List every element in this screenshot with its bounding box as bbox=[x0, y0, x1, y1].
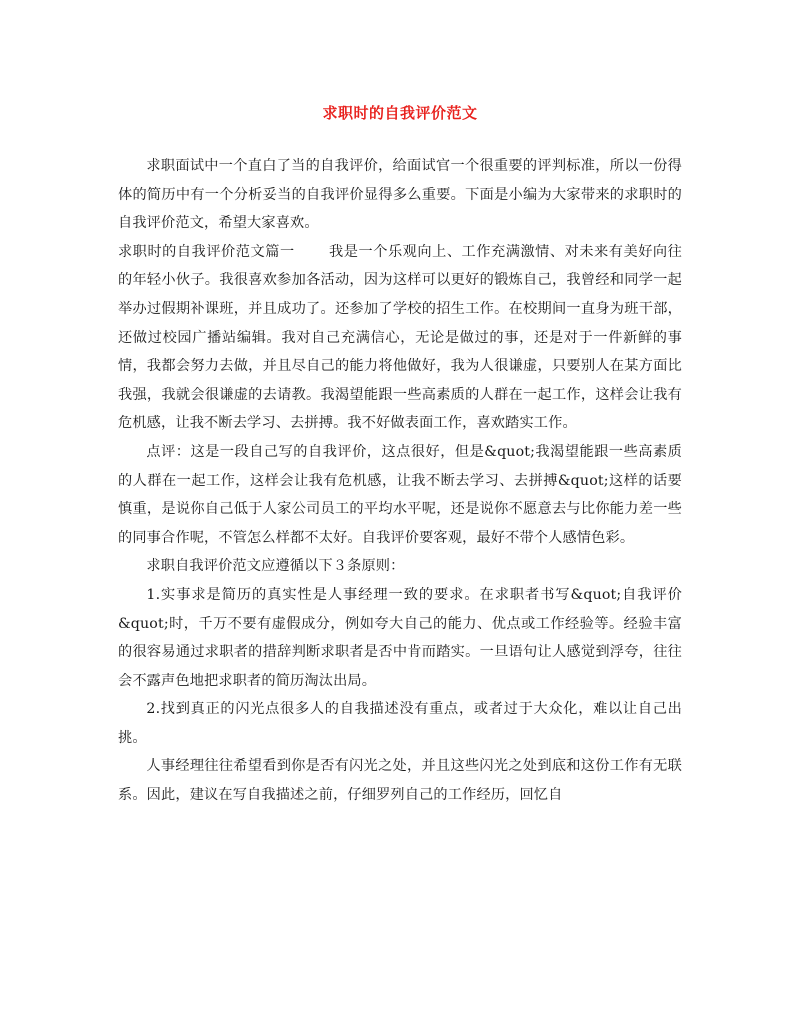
intro-paragraph: 求职面试中一个直白了当的自我评价，给面试官一个很重要的评判标准，所以一份得体的简历中有一个分析妥当的自我评价显得多么重要。下面是小编为大家带来的求职时的自我评价范文，希望大家喜欢。 bbox=[118, 158, 682, 232]
principles-heading: 求职自我评价范文应遵循以下３条原则： bbox=[146, 558, 405, 575]
document-body bbox=[118, 152, 682, 810]
principle-one-paragraph: 1.实事求是简历的真实性是人事经理一致的要求。在求职者书写&quot;自我评价&quot;时，千万不要有虚假成分，例如夸大自己的能力、优点或工作经验等。经验丰富的很容易通过求职者的措辞判断求职者是否中肯而踏实。一旦语句让人感觉到浮夸，往往会不露声色地把求职者的简历淘汰出局。 bbox=[118, 586, 682, 689]
comment-paragraph: 点评：这是一段自己写的自我评价，这点很好，但是&quot;我渴望能跟一些高素质的人群在一起工作，这样会让我有危机感，让我不断去学习、去拼搏&quot;这样的话要慎重，是说你自己低于人家公司员工的平均水平呢，还是说你不愿意去与比你能力差一些的同事合作呢，不管怎么样都不太好。自我评价要客观，最好不带个人感情色彩。 bbox=[118, 443, 682, 546]
sample-one-heading: 求职时的自我评价范文篇一 bbox=[118, 243, 295, 260]
document-title: 求职时的自我评价范文 bbox=[322, 104, 478, 122]
principle-two-paragraph: 2.找到真正的闪光点很多人的自我描述没有重点，或者过于大众化，难以让自己出挑。 bbox=[118, 701, 682, 746]
sample-one-text: 我是一个乐观向上、工作充满激情、对未来有美好向往的年轻小伙子。我很喜欢参加各活动，因为这样可以更好的锻炼自己，我曾经和同学一起举办过假期补课班，并且成功了。还参加了学校的招生工作。在校期间一直身为班干部，还做过校园广播站编辑。我对自己充满信心，无论是做过的事，还是对于一件新鲜的事情，我都会努力去做，并且尽自己的能力将他做好，我为人很谦虚，只要别人在某方面比我强，我就会很谦虚的去请教。我渴望能跟一些高素质的人群在一起工作，这样会让我有危机感，让我不断去学习、去拼搏。我不好做表面工作，喜欢踏实工作。 bbox=[118, 243, 682, 432]
sample-one-paragraph bbox=[118, 238, 682, 438]
hr-manager-paragraph: 人事经理往往希望看到你是否有闪光之处，并且这些闪光之处到底和这份工作有无联系。因此，建议在写自我描述之前，仔细罗列自己的工作经历，回忆自 bbox=[118, 758, 682, 804]
